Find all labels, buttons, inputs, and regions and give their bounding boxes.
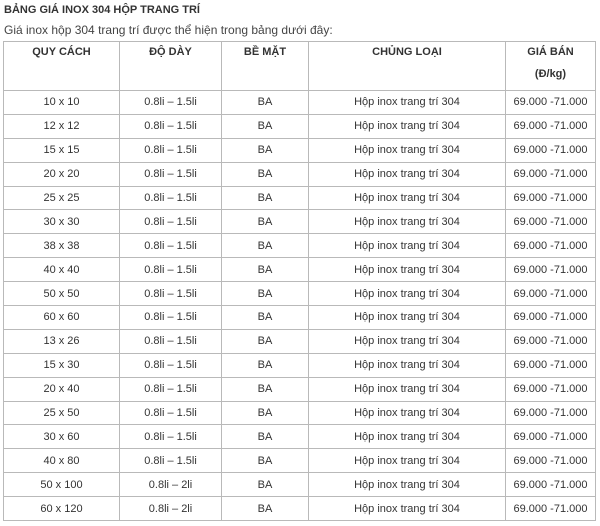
cell-chung-loai: Hộp inox trang trí 304	[309, 329, 506, 353]
cell-gia-ban: 69.000 -71.000	[506, 425, 596, 449]
table-row	[4, 91, 596, 115]
cell-quy-cach: 20 x 20	[4, 162, 120, 186]
cell-chung-loai: Hộp inox trang trí 304	[309, 91, 506, 115]
cell-do-day: 0.8li – 1.5li	[120, 329, 222, 353]
cell-chung-loai: Hộp inox trang trí 304	[309, 377, 506, 401]
cell-be-mat: BA	[222, 401, 309, 425]
cell-gia-ban: 69.000 -71.000	[506, 401, 596, 425]
cell-be-mat: BA	[222, 282, 309, 306]
cell-chung-loai: Hộp inox trang trí 304	[309, 425, 506, 449]
cell-do-day: 0.8li – 1.5li	[120, 162, 222, 186]
table-row	[4, 473, 596, 497]
cell-be-mat: BA	[222, 114, 309, 138]
cell-quy-cach: 50 x 100	[4, 473, 120, 497]
cell-gia-ban: 69.000 -71.000	[506, 91, 596, 115]
cell-chung-loai: Hộp inox trang trí 304	[309, 114, 506, 138]
header-gia-ban-label: GIÁ BÁN	[527, 46, 574, 58]
cell-quy-cach: 50 x 50	[4, 282, 120, 306]
cell-gia-ban: 69.000 -71.000	[506, 258, 596, 282]
cell-gia-ban: 69.000 -71.000	[506, 210, 596, 234]
cell-do-day: 0.8li – 1.5li	[120, 258, 222, 282]
cell-chung-loai: Hộp inox trang trí 304	[309, 210, 506, 234]
cell-gia-ban: 69.000 -71.000	[506, 234, 596, 258]
cell-do-day: 0.8li – 1.5li	[120, 91, 222, 115]
cell-be-mat: BA	[222, 138, 309, 162]
cell-do-day: 0.8li – 2li	[120, 473, 222, 497]
cell-be-mat: BA	[222, 473, 309, 497]
table-row	[4, 306, 596, 330]
cell-quy-cach: 60 x 120	[4, 497, 120, 521]
cell-quy-cach: 20 x 40	[4, 377, 120, 401]
cell-do-day: 0.8li – 1.5li	[120, 425, 222, 449]
cell-gia-ban: 69.000 -71.000	[506, 353, 596, 377]
table-row	[4, 401, 596, 425]
cell-quy-cach: 12 x 12	[4, 114, 120, 138]
cell-be-mat: BA	[222, 234, 309, 258]
cell-chung-loai: Hộp inox trang trí 304	[309, 258, 506, 282]
cell-do-day: 0.8li – 1.5li	[120, 234, 222, 258]
cell-gia-ban: 69.000 -71.000	[506, 449, 596, 473]
cell-be-mat: BA	[222, 425, 309, 449]
cell-be-mat: BA	[222, 353, 309, 377]
table-row	[4, 282, 596, 306]
cell-quy-cach: 15 x 15	[4, 138, 120, 162]
cell-gia-ban: 69.000 -71.000	[506, 329, 596, 353]
cell-do-day: 0.8li – 1.5li	[120, 138, 222, 162]
cell-be-mat: BA	[222, 186, 309, 210]
price-table	[3, 41, 596, 521]
cell-be-mat: BA	[222, 91, 309, 115]
cell-chung-loai: Hộp inox trang trí 304	[309, 353, 506, 377]
cell-be-mat: BA	[222, 210, 309, 234]
cell-do-day: 0.8li – 1.5li	[120, 449, 222, 473]
cell-do-day: 0.8li – 1.5li	[120, 401, 222, 425]
cell-quy-cach: 30 x 30	[4, 210, 120, 234]
cell-gia-ban: 69.000 -71.000	[506, 282, 596, 306]
cell-quy-cach: 10 x 10	[4, 91, 120, 115]
table-row	[4, 497, 596, 521]
cell-chung-loai: Hộp inox trang trí 304	[309, 473, 506, 497]
table-row	[4, 258, 596, 282]
cell-do-day: 0.8li – 2li	[120, 497, 222, 521]
cell-gia-ban: 69.000 -71.000	[506, 138, 596, 162]
cell-be-mat: BA	[222, 497, 309, 521]
cell-chung-loai: Hộp inox trang trí 304	[309, 306, 506, 330]
table-row	[4, 114, 596, 138]
cell-quy-cach: 40 x 80	[4, 449, 120, 473]
intro-text: Giá inox hộp 304 trang trí được thể hiện trong bảng dưới đây:	[4, 23, 333, 37]
cell-quy-cach: 25 x 50	[4, 401, 120, 425]
cell-be-mat: BA	[222, 449, 309, 473]
cell-gia-ban: 69.000 -71.000	[506, 497, 596, 521]
header-be-mat: BỀ MẶT	[222, 42, 309, 91]
cell-quy-cach: 30 x 60	[4, 425, 120, 449]
cell-chung-loai: Hộp inox trang trí 304	[309, 497, 506, 521]
table-row	[4, 210, 596, 234]
cell-chung-loai: Hộp inox trang trí 304	[309, 449, 506, 473]
header-quy-cach: QUY CÁCH	[4, 42, 120, 91]
table-row	[4, 425, 596, 449]
cell-do-day: 0.8li – 1.5li	[120, 186, 222, 210]
cell-chung-loai: Hộp inox trang trí 304	[309, 138, 506, 162]
page-title: BẢNG GIÁ INOX 304 HỘP TRANG TRÍ	[4, 4, 200, 16]
cell-gia-ban: 69.000 -71.000	[506, 377, 596, 401]
table-row	[4, 353, 596, 377]
cell-do-day: 0.8li – 1.5li	[120, 306, 222, 330]
cell-chung-loai: Hộp inox trang trí 304	[309, 234, 506, 258]
cell-gia-ban: 69.000 -71.000	[506, 186, 596, 210]
table-header-row	[4, 42, 596, 91]
cell-be-mat: BA	[222, 306, 309, 330]
table-row	[4, 162, 596, 186]
table-row	[4, 138, 596, 162]
table-row	[4, 234, 596, 258]
cell-be-mat: BA	[222, 162, 309, 186]
header-chung-loai: CHỦNG LOẠI	[309, 42, 506, 91]
price-unit: (Đ/kg)	[534, 68, 567, 80]
cell-quy-cach: 15 x 30	[4, 353, 120, 377]
table-row	[4, 377, 596, 401]
cell-quy-cach: 40 x 40	[4, 258, 120, 282]
header-gia-ban	[506, 42, 596, 91]
cell-quy-cach: 38 x 38	[4, 234, 120, 258]
cell-gia-ban: 69.000 -71.000	[506, 114, 596, 138]
cell-chung-loai: Hộp inox trang trí 304	[309, 162, 506, 186]
cell-quy-cach: 60 x 60	[4, 306, 120, 330]
table-row	[4, 449, 596, 473]
table-row	[4, 329, 596, 353]
cell-gia-ban: 69.000 -71.000	[506, 473, 596, 497]
table-row	[4, 186, 596, 210]
header-do-day: ĐỘ DÀY	[120, 42, 222, 91]
cell-do-day: 0.8li – 1.5li	[120, 353, 222, 377]
cell-chung-loai: Hộp inox trang trí 304	[309, 282, 506, 306]
cell-gia-ban: 69.000 -71.000	[506, 162, 596, 186]
cell-do-day: 0.8li – 1.5li	[120, 114, 222, 138]
cell-be-mat: BA	[222, 258, 309, 282]
cell-be-mat: BA	[222, 329, 309, 353]
cell-quy-cach: 25 x 25	[4, 186, 120, 210]
cell-chung-loai: Hộp inox trang trí 304	[309, 186, 506, 210]
cell-do-day: 0.8li – 1.5li	[120, 377, 222, 401]
cell-chung-loai: Hộp inox trang trí 304	[309, 401, 506, 425]
cell-do-day: 0.8li – 1.5li	[120, 210, 222, 234]
cell-quy-cach: 13 x 26	[4, 329, 120, 353]
cell-be-mat: BA	[222, 377, 309, 401]
cell-do-day: 0.8li – 1.5li	[120, 282, 222, 306]
cell-gia-ban: 69.000 -71.000	[506, 306, 596, 330]
